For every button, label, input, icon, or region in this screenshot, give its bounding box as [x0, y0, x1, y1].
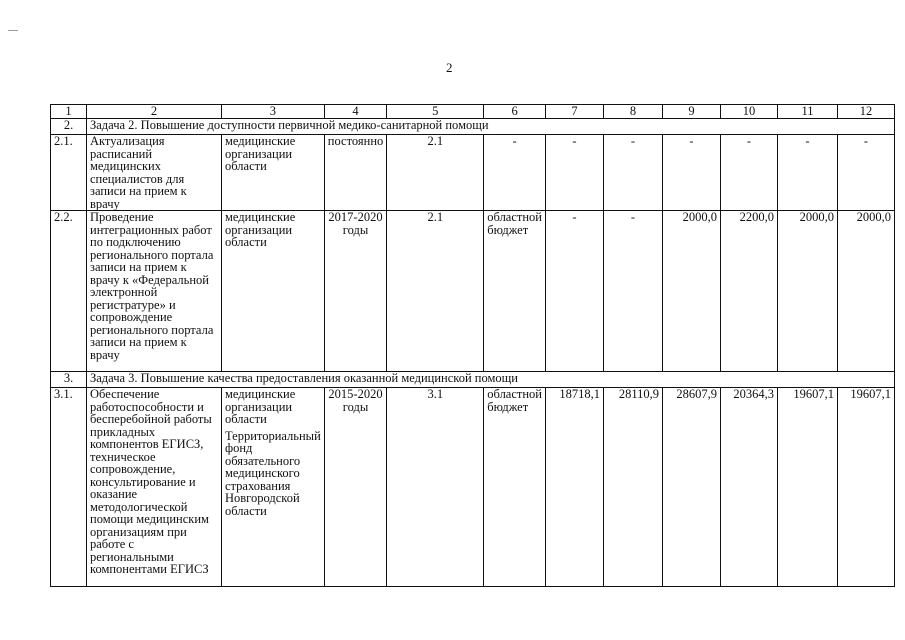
indicator: 2.1: [387, 211, 484, 372]
section-number: 2.: [51, 119, 87, 135]
header-row: [51, 105, 895, 119]
column-header: 6: [484, 105, 546, 119]
column-header: 11: [778, 105, 838, 119]
year-value: -: [838, 135, 895, 211]
table-row: [51, 388, 895, 587]
column-header: 3: [222, 105, 325, 119]
executors-cell: [222, 388, 325, 587]
funding-source: -: [484, 135, 546, 211]
activity-name: Обеспечение работоспособности и бесперебойной работы прикладных компонентов ЕГИСЗ, техническое сопровождение, консультирование и оказание методологической помощи медицинским организациям при работе с региональными компонентами ЕГИСЗ: [87, 388, 222, 587]
term: 2015-2020 годы: [324, 388, 387, 587]
column-header: 12: [838, 105, 895, 119]
row-number: 3.1.: [51, 388, 87, 587]
column-header: 7: [546, 105, 604, 119]
year-value: 20364,3: [721, 388, 778, 587]
funding-source: областной бюджет: [484, 211, 546, 372]
column-header: 8: [604, 105, 663, 119]
table-row: [51, 135, 895, 211]
year-value: 2200,0: [721, 211, 778, 372]
corner-mark: [8, 30, 18, 31]
year-value: 18718,1: [546, 388, 604, 587]
executor: Территориальный фонд обязательного медицинского страхования Новгородской области: [225, 428, 321, 518]
section-number: 3.: [51, 372, 87, 388]
row-number: 2.1.: [51, 135, 87, 211]
column-header: 9: [663, 105, 721, 119]
term: постоянно: [324, 135, 387, 211]
page-number: 2: [446, 60, 453, 75]
year-value: 28110,9: [604, 388, 663, 587]
year-value: 28607,9: [663, 388, 721, 587]
year-value: 2000,0: [778, 211, 838, 372]
year-value: -: [604, 135, 663, 211]
column-header: 2: [87, 105, 222, 119]
section-title: Задача 2. Повышение доступности первичной медико-санитарной помощи: [87, 119, 895, 135]
year-value: -: [604, 211, 663, 372]
executor: медицинские организации области: [222, 211, 325, 372]
year-value: -: [663, 135, 721, 211]
table-row: [51, 211, 895, 372]
indicator: 3.1: [387, 388, 484, 587]
section-row: [51, 119, 895, 135]
funding-source: областной бюджет: [484, 388, 546, 587]
year-value: 2000,0: [663, 211, 721, 372]
year-value: -: [546, 211, 604, 372]
column-header: 1: [51, 105, 87, 119]
column-header: 5: [387, 105, 484, 119]
column-header: 10: [721, 105, 778, 119]
activities-table: [50, 104, 895, 587]
term: 2017-2020 годы: [324, 211, 387, 372]
activity-name: Актуализация расписаний медицинских специалистов для записи на прием к врачу: [87, 135, 222, 211]
section-row: [51, 372, 895, 388]
year-value: -: [546, 135, 604, 211]
activity-name: Проведение интеграционных работ по подключению регионального портала записи на прием к врачу к «Федеральной электронной регистратуре» и сопровождение регионального портала записи на прием к врачу: [87, 211, 222, 372]
year-value: 19607,1: [838, 388, 895, 587]
executor: медицинские организации области: [225, 387, 296, 426]
indicator: 2.1: [387, 135, 484, 211]
section-title: Задача 3. Повышение качества предоставления оказанной медицинской помощи: [87, 372, 895, 388]
column-header: 4: [324, 105, 387, 119]
year-value: -: [778, 135, 838, 211]
year-value: 2000,0: [838, 211, 895, 372]
row-number: 2.2.: [51, 211, 87, 372]
year-value: 19607,1: [778, 388, 838, 587]
year-value: -: [721, 135, 778, 211]
executor: медицинские организации области: [222, 135, 325, 211]
